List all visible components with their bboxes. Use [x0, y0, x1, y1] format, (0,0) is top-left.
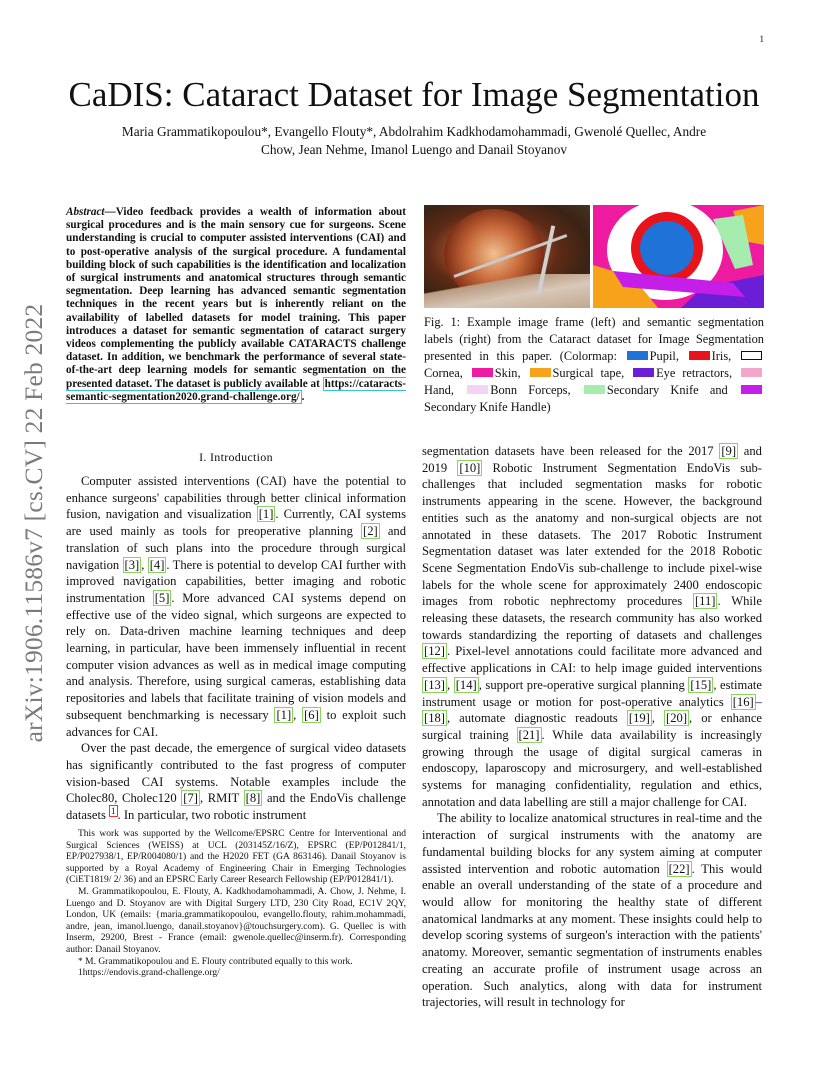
citation-link[interactable]: [10] [459, 460, 481, 475]
page-number: 1 [759, 34, 764, 44]
footnote-marker[interactable]: 1 [111, 805, 116, 816]
citation-link[interactable]: [2] [363, 524, 378, 539]
citation-link[interactable]: [14] [455, 677, 477, 692]
legend-label-pupil: Pupil, [649, 349, 679, 363]
intro-paragraph-2: Over the past decade, the emergence of surgical video datasets has significantly contributed to the fast progress of computer vision-based CAI systems. Notable examples include the Cholec80, Cholec120 [7] , RMIT [8] and the EndoVis challenge datasets $^1$ . In particular, two robotic instrument [66, 741, 407, 823]
legend-label-eye-retractors: Eye retractors, [656, 366, 733, 380]
abstract-end: . [301, 390, 305, 403]
legend-swatch-hand [741, 368, 762, 377]
authors-line-1: Maria Grammatikopoulou*, Evangello Flouty*, Abdolrahim Kadkhodamohammadi, Gwenolé Quellec, Andre [121, 124, 707, 139]
skin-region [424, 274, 590, 308]
section-heading-introduction: I. Introduction [199, 450, 273, 464]
legend-label-secondary-knife: Secondary Knife and [606, 383, 728, 397]
seg-pupil [640, 221, 694, 275]
citation-link[interactable]: [13] [424, 677, 445, 692]
abstract [66, 206, 406, 404]
citation-link[interactable]: [15] [690, 677, 712, 692]
dataset-link[interactable]: https://cataracts-semantic-segmentation2020.grand-challenge.org/ [66, 377, 407, 403]
citation-link[interactable]: [22] [668, 861, 690, 876]
footnotes [66, 829, 406, 980]
citation-link[interactable]: [11] [694, 594, 716, 609]
legend-swatch-surgical-tape [530, 368, 551, 377]
authors-line-2: Chow, Jean Nehme, Imanol Luengo and Danail Stoyanov [260, 142, 567, 157]
figure-images [424, 205, 764, 308]
legend-swatch-pupil [627, 351, 648, 360]
figure-caption [424, 314, 764, 416]
footnote-affiliation: M. Grammatikopoulou, E. Flouty, A. Kadkhodamohammadi, A. Chow, J. Nehme, I. Luengo and D. Stoyanov are with Digital Surgery LTD, 230 City Road, EC1V 2QY, London, UK (emails: {maria.grammatikopoulou, evangello.flouty, rahim.mohammadi, andre, jean, imanol.luengo, danail.stoyanov}@touchsurgery.com). G. Quellec is with Inserm, 29200, Brest - France (email: gwenole.quellec@inserm.fr). Corresponding author: Danail Stoyanov. [66, 886, 406, 955]
citation-link[interactable]: [7] [183, 791, 198, 806]
intro-paragraph-3: segmentation datasets have been released for the 2017 [9] and 2019 [10] Robotic Instrument Segmentation EndoVis sub-challenges that included segmentation masks for robotic instruments appearing in the scene. However, the background entities such as the anatomy and non-surgical objects are not annotated in these datasets. The 2017 Robotic Instrument Segmentation dataset was later extended for the 2018 Robotic Scene Segmentation EndoVis sub-challenge to include pixel-wise labels for the whole scene for approximately 2400 endoscopic images from robotic nephrectomy procedures [11] . While releasing these datasets, the research community has also worked towards standardizing the reporting of datasets and challenges [12] . Pixel-level annotations could facilitate more advanced and effective applications in CAI: to help image guided interventions [13] , [14] , support pre-operative surgical planning [15] , estimate instrument usage or motion for post-operative analytics [16] –[18] , automate diagnostic readouts [19] , [20] , or enhance surgical training [21] . While data availability is increasingly growing through the usage of digital surgical cameras in endoscopy, laparoscopy and microsurgery, and well-established systems for managing confidentiality, regulation and ethics, annotation and data labelling are still a major challenge for CAI. [422, 444, 763, 809]
arxiv-stamp: arXiv:1906.11586v7 [cs.CV] 22 Feb 2022 [19, 303, 48, 743]
citation-link[interactable]: [3] [124, 557, 140, 572]
citation-link[interactable]: [1] [276, 707, 292, 722]
citation-link[interactable]: [5] [154, 590, 170, 605]
legend-label-knife-handle: Secondary Knife Handle) [424, 400, 551, 414]
paper-title: CaDIS: Cataract Dataset for Image Segmentation [68, 75, 760, 114]
figure-1 [424, 205, 764, 416]
legend-label-bonn-forceps: Bonn Forceps, [490, 383, 571, 397]
citation-link[interactable]: [21] [518, 727, 540, 742]
legend-swatch-bonn-forceps [467, 385, 488, 394]
caption-text: Fig. 1: Example image frame (left) and semantic segmentation labels (right) from the Cataract dataset for Image Segmentation presented in this paper. (Colormap: [424, 315, 764, 363]
citation-link[interactable]: [4] [149, 557, 165, 572]
citation-link[interactable]: [18] [424, 711, 445, 726]
legend-swatch-knife-handle [741, 385, 762, 394]
legend-swatch-skin [472, 368, 493, 377]
footnote-equal-contribution: * M. Grammatikopoulou and E. Flouty contributed equally to this work. [78, 956, 353, 967]
footnote-url: 1https://endovis.grand-challenge.org/ [78, 968, 220, 979]
legend-swatch-iris [689, 351, 710, 360]
intro-paragraph-1: Computer assisted interventions (CAI) have the potential to enhance surgeons' capabilities through better clinical information fusion, navigation and visualization [1] . Currently, CAI systems are used mainly as tools for preoperative planning [2] and translation of such plans into the procedure through surgical navigation [3] , [4] . There is potential to develop CAI further with improved navigation capabilities, better imaging and robotic instrumentation [5] . More advanced CAI systems depend on effective use of the video signal, which surgeons are expected to rely on. Data-driven machine learning techniques and deep learning, in particular, have been immensely influential in recent computer vision advances as well as in medical image computing and analysis. Therefore, using surgical cameras, establishing data repositories and labels that facilitate training of vision models and subsequent benchmarking is necessary [1] , [6] to exploit such advances for CAI. [66, 474, 406, 739]
legend-label-hand: Hand, [424, 383, 454, 397]
citation-link[interactable]: [1] [258, 507, 274, 522]
left-column [66, 450, 406, 824]
legend-swatch-cornea [741, 351, 762, 360]
author-list [80, 123, 748, 159]
surgical-frame-image [424, 205, 590, 308]
citation-link[interactable]: [8] [245, 791, 261, 806]
legend-label-skin: Skin, [494, 366, 521, 380]
citation-link[interactable]: [12] [424, 644, 445, 659]
legend-swatch-secondary-knife [584, 385, 605, 394]
legend-label-cornea: Cornea, [424, 366, 463, 380]
legend-swatch-eye-retractors [633, 368, 654, 377]
intro-paragraph-4: The ability to localize anatomical structures in real-time and the interaction of surgical instruments with the anatomy are fundamental building blocks for any system aiming at computer assisted intervention and robotic automation [22] . This would enable an overall understanding of the state of a procedure and would allow for monitoring the healthy state of different anatomical landmarks at any moment. These insights could help to develop scoring systems of surgeon's interaction with the patients' anatomy. Moreover, semantic segmentation of instruments enables creating an accurate profile of instrument usage across an operation. Such analytics, along with data for instrument trajectories, will result in technology for [422, 811, 762, 1010]
segmentation-label-image [593, 205, 764, 308]
citation-link[interactable]: [20] [666, 711, 688, 726]
citation-link[interactable]: [6] [304, 707, 319, 722]
legend-label-surgical-tape: Surgical tape, [552, 366, 625, 380]
citation-link[interactable]: [19] [628, 711, 650, 726]
citation-link[interactable]: [9] [721, 444, 737, 458]
abstract-label: Abstract [66, 206, 105, 218]
abstract-text: —Video feedback provides a wealth of information about surgical procedures and is the main sensory cue for surgeons. Scene understanding is crucial to computer assisted interventions (CAI) and to post-operative analysis of the surgical procedure. A fundamental building block of such capabilities is the identification and localization of surgical instruments and anatomical structures through semantic segmentation. Deep learning has advanced semantic segmentation techniques in the recent years but is inherently reliant on the availability of labelled datasets for model training. This paper introduces a dataset for semantic segmentation of cataract surgery videos complementing the publicly available CATARACTS challenge dataset. In addition, we benchmark the performance of several state-of-the-art deep learning models for semantic segmentation on the presented dataset. The dataset is publicly available at [66, 206, 406, 390]
citation-link[interactable]: [16] [732, 694, 754, 709]
footnote-funding: This work was supported by the Wellcome/EPSRC Centre for Interventional and Surgical Sciences (WEISS) at UCL (203145Z/16/Z), EPSRC (EP/P012841/1, EP/P027938/1, EP/R004080/1) and the H2020 FET (GA 863146). Danail Stoyanov is supported by a Royal Academy of Engineering Chair in Emerging Technologies (CiET1819/ 2/ 36) and an EPSRC Early Career Research Fellowship (EP/P012841/1). [66, 829, 406, 886]
legend-label-iris: Iris, [711, 349, 732, 363]
right-column [422, 443, 762, 1011]
